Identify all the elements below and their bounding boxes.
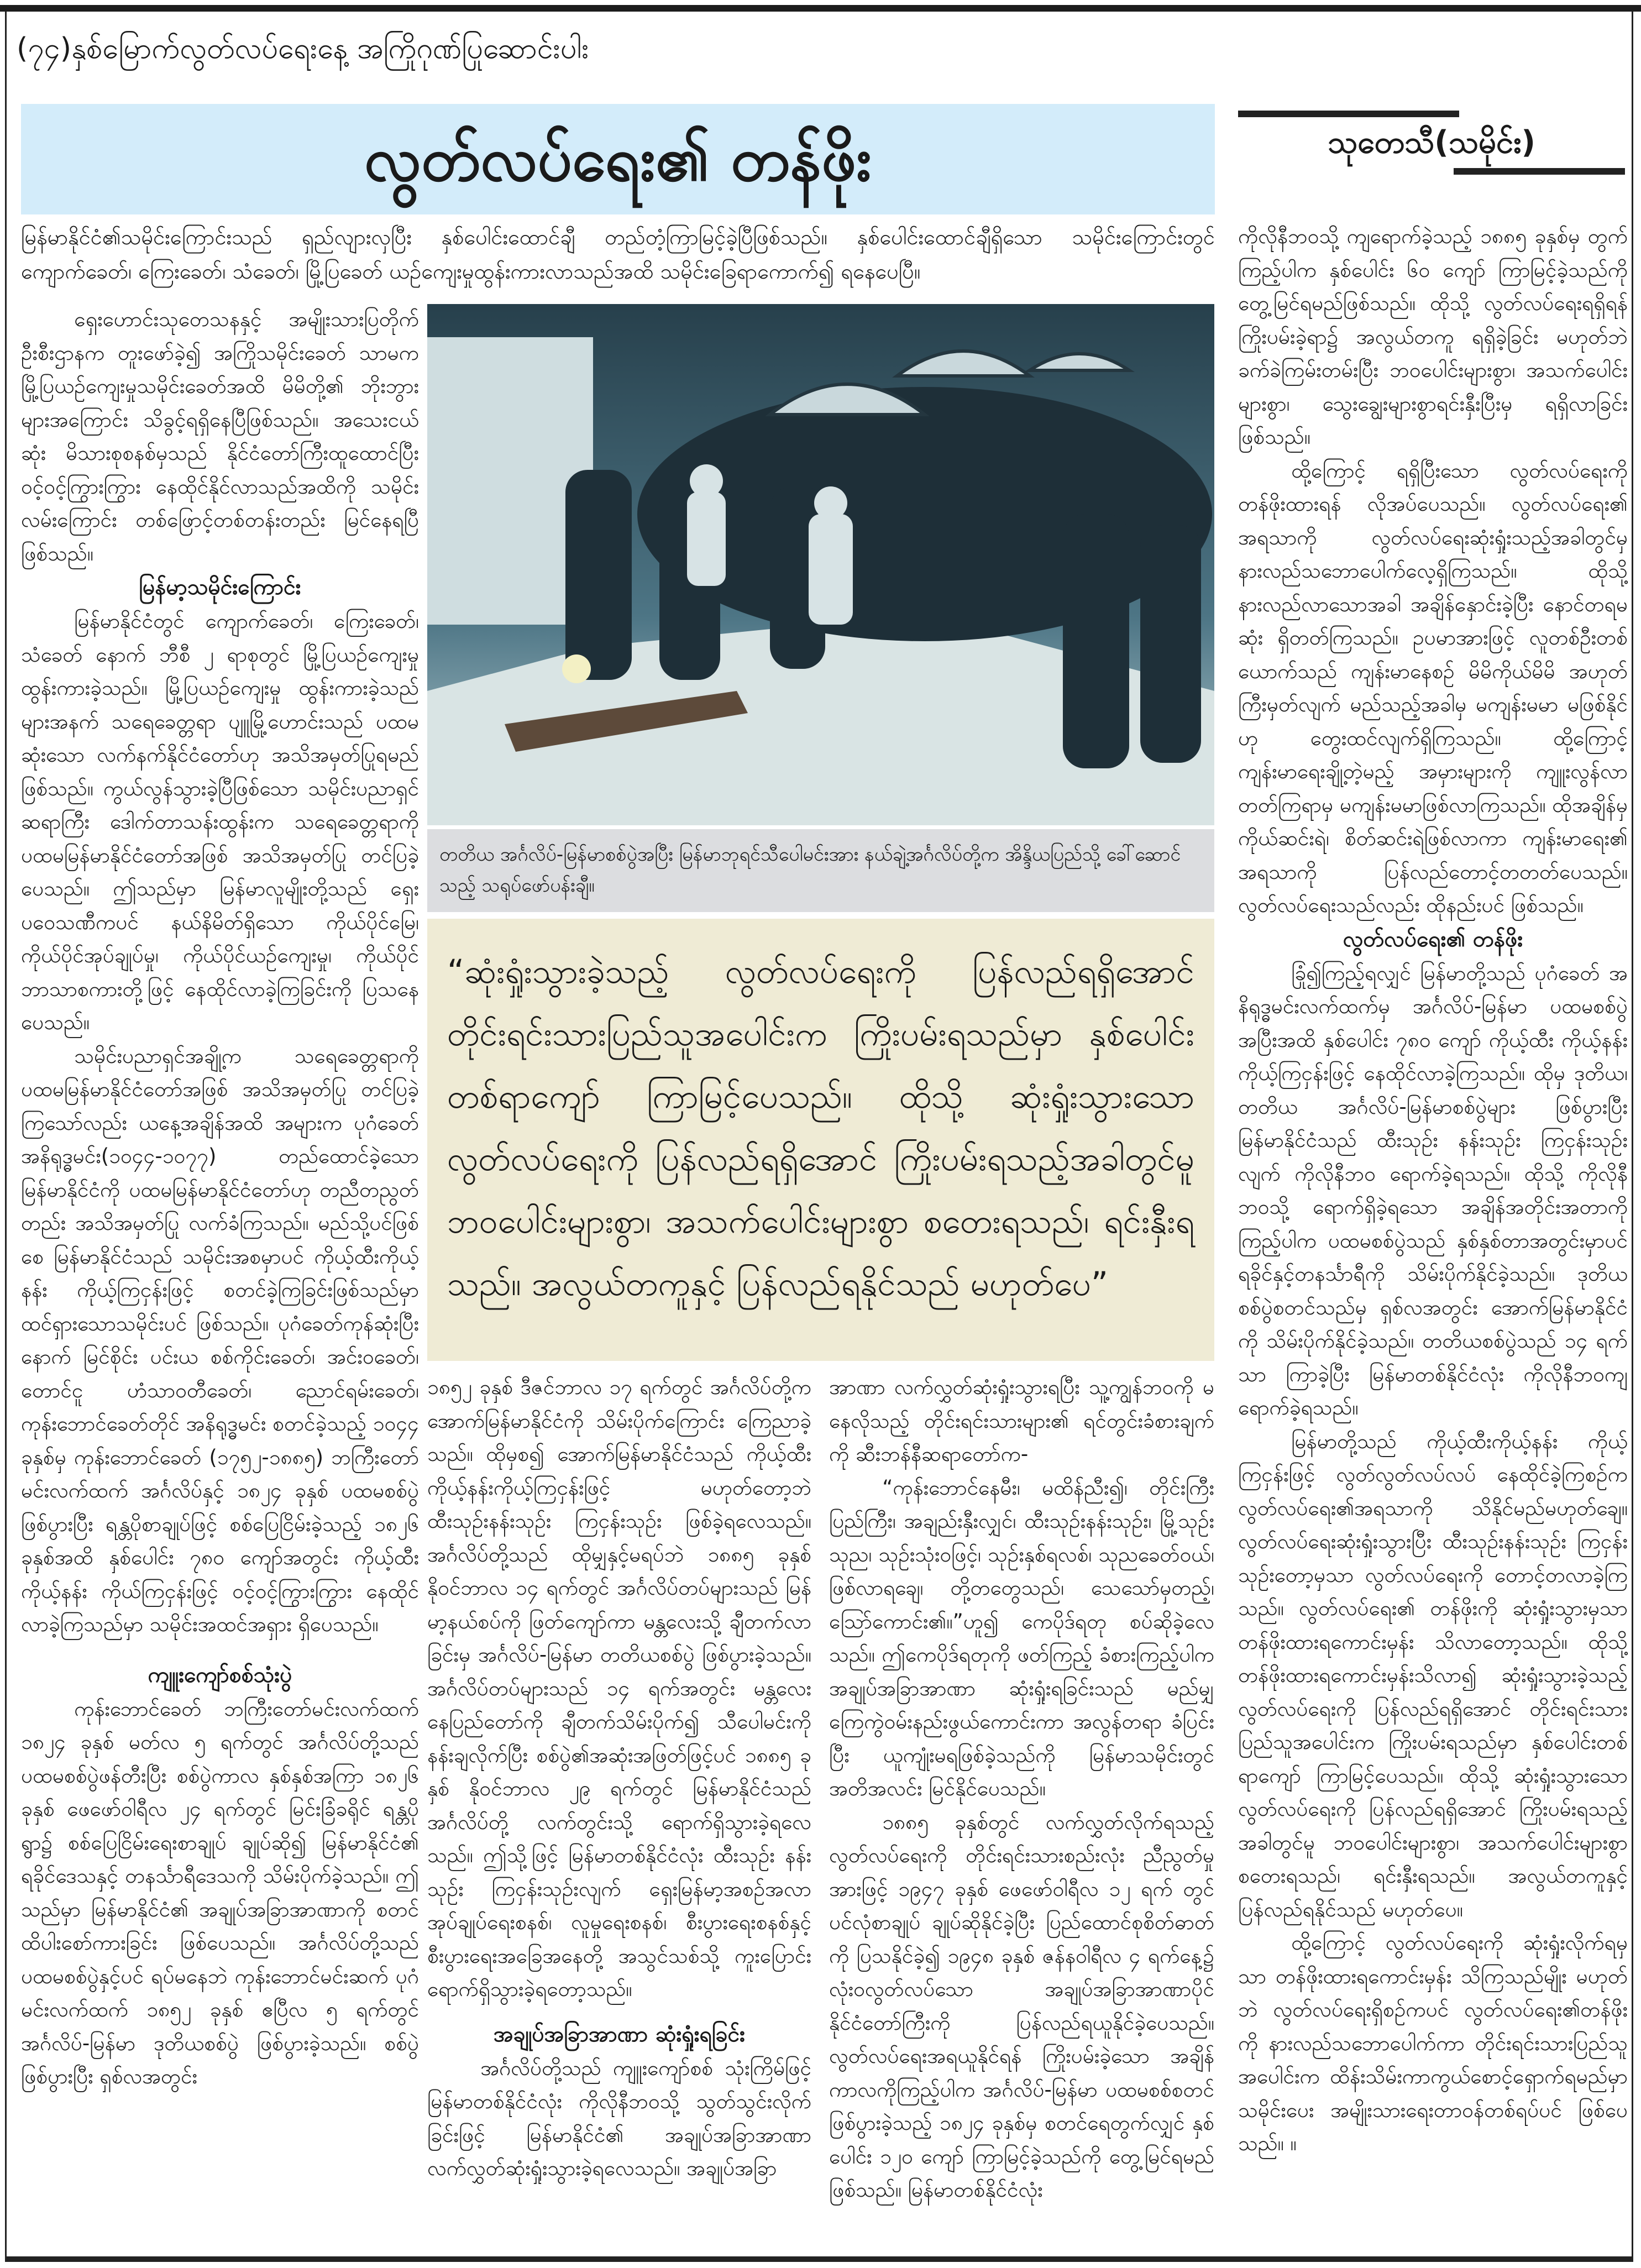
article-intro: မြန်မာနိုင်ငံ၏သမိုင်းကြောင်းသည် ရှည်လျားလှပြီး နှစ်ပေါင်းထောင်ချီ တည်တံ့ကြာမြင့်ခဲ့ပြီဖြစ်သည်။ နှစ်ပေါင်းထောင်ချီရှိသော သမိုင်းကြောင်းတွင် ကျောက်ခေတ်၊ ကြေးခေတ်၊ သံခေတ်၊ မြို့ပြခေတ် ယဉ်ကျေးမှုထွန်းကားလာသည်အထိ သမိုင်းခြေရာကောက်၍ ရနေပေပြီ။: [21, 225, 1215, 284]
author-byline: [1238, 111, 1625, 171]
paragraph: ရှေးဟောင်းသုတေသနနှင့် အမျိုးသားပြတိုက် ဦးစီးဌာနက တူးဖော်ခဲ့၍ အကြိုသမိုင်းခေတ် သာမက မြို့ပြယဉ်ကျေးမှုသမိုင်းခေတ်အထိ မိမိတို့၏ ဘိုးဘွားများအကြောင်း သိခွင့်ရရှိနေပြီဖြစ်သည်။ အသေးငယ်ဆုံး မိသားစုစနစ်မှသည် နိုင်ငံတော်ကြီးထူထောင်ပြီး ဝင့်ဝင့်ကြွားကြွား နေထိုင်နိုင်လာသည်အထိကို သမိုင်းလမ်းကြောင်း တစ်ဖြောင့်တစ်တန်းတည်း မြင်နေရပြီဖြစ်သည်။: [21, 307, 419, 565]
pull-quote: “ဆုံးရှုံးသွားခဲ့သည့် လွတ်လပ်ရေးကို ပြန်လည်ရရှိအောင် တိုင်းရင်းသားပြည်သူအပေါင်းက ကြိုးပမ်းရသည်မှာ နှစ်ပေါင်းတစ်ရာကျော် ကြာမြင့်ပေသည်။ ထိုသို့ ဆုံးရှုံးသွားသော လွတ်လပ်ရေးကို ပြန်လည်ရရှိအောင် ကြိုးပမ်းရသည့်အခါတွင်မူ ဘဝပေါင်းများစွာ၊ အသက်ပေါင်းများစွာ စတေးရသည်၊ ရင်းနှီးရသည်။ အလွယ်တကူနှင့် ပြန်လည်ရနိုင်သည် မဟုတ်ပေ”: [427, 919, 1214, 1361]
article-kicker: (၇၄)နှစ်မြောက်လွတ်လပ်ရေးနေ့ အကြိုဂုဏ်ပြုဆောင်းပါး: [17, 32, 589, 65]
historical-illustration: [427, 304, 1214, 825]
illustration-image: [427, 304, 1214, 825]
paragraph: မြန်မာတို့သည် ကိုယ့်ထီးကိုယ့်နန်း ကိုယ့်ကြငှန်းဖြင့် လွတ်လွတ်လပ်လပ် နေထိုင်ခဲ့ကြစဉ်က လွတ်လပ်ရေး၏အရသာကို သိနိုင်မည်မဟုတ်ချေ။ လွတ်လပ်ရေးဆုံးရှုံးသွားပြီး ထီးသုဉ်းနန်းသုဉ်း ကြငှန်းသုဉ်းတော့မှသာ လွတ်လပ်ရေးကို တောင့်တလာခဲ့ကြသည်။ လွတ်လပ်ရေး၏ တန်ဖိုးကို ဆုံးရှုံးသွားမှသာ တန်ဖိုးထားရကောင်းမှန်း သိလာတော့သည်။ ထိုသို့ တန်ဖိုးထားရကောင်းမှန်းသိလာ၍ ဆုံးရှုံးသွားခဲ့သည့် လွတ်လပ်ရေးကို ပြန်လည်ရရှိအောင် တိုင်းရင်းသားပြည်သူအပေါင်းက ကြိုးပမ်းရသည်မှာ နှစ်ပေါင်းတစ်ရာကျော် ကြာမြင့်ပေသည်။ ထိုသို့ ဆုံးရှုံးသွားသော လွတ်လပ်ရေးကို ပြန်လည်ရရှိအောင် ကြိုးပမ်းရသည့်အခါတွင်မူ ဘဝပေါင်းများစွာ၊ အသက်ပေါင်းများစွာ စတေးရသည်၊ ရင်းနှီးရသည်။ အလွယ်တကူနှင့် ပြန်လည်ရနိုင်သည် မဟုတ်ပေ။: [1238, 1429, 1628, 1921]
byline-rule-top: [1238, 111, 1459, 117]
paragraph: ထို့ကြောင့် လွတ်လပ်ရေးကို ဆုံးရှုံးလိုက်ရမှသာ တန်ဖိုးထားရကောင်းမှန်း သိကြသည်မျိုး မဟုတ်ဘဲ လွတ်လပ်ရေးရှိစဉ်ကပင် လွတ်လပ်ရေး၏တန်ဖိုးကို နားလည်သဘောပေါက်ကာ တိုင်းရင်းသားပြည်သူအပေါင်းက ထိန်းသိမ်းကာကွယ်စောင့်ရှောက်ရမည်မှာ သမိုင်းပေး အမျိုးသားရေးတာဝန်တစ်ရပ်ပင် ဖြစ်ပေသည်။ ။: [1238, 1931, 1628, 2155]
headline: လွတ်လပ်ရေး၏ တန်ဖိုး: [364, 124, 872, 195]
paragraph: ခြုံ၍ကြည့်ရလျှင် မြန်မာတို့သည် ပုဂံခေတ် အနိရုဒ္ဓမင်းလက်ထက်မှ အင်္ဂလိပ်-မြန်မာ ပထမစစ်ပွဲအပြီးအထိ နှစ်ပေါင်း ၇၈၀ ကျော် ကိုယ့်ထီး ကိုယ့်နန်း ကိုယ့်ကြငှန်းဖြင့် နေထိုင်လာခဲ့ကြသည်။ ထိုမှ ဒုတိယ၊ တတိယ အင်္ဂလိပ်-မြန်မာစစ်ပွဲများ ဖြစ်ပွားပြီး မြန်မာနိုင်ငံသည် ထီးသုဉ်း နန်းသုဉ်း ကြငှန်းသုဉ်းလျက် ကိုလိုနီဘဝ ရောက်ခဲ့ရသည်။ ထိုသို့ ကိုလိုနီဘဝသို့ ရောက်ရှိခဲ့ရသော အချိန်အတိုင်းအတာကို ကြည့်ပါက ပထမစစ်ပွဲသည် နှစ်နှစ်တာအတွင်းမှာပင် ရခိုင်နှင့်တနင်္သာရီကို သိမ်းပိုက်နိုင်ခဲ့သည်။ ဒုတိယစစ်ပွဲစတင်သည်မှ ရှစ်လအတွင်း အောက်မြန်မာနိုင်ငံကို သိမ်းပိုက်နိုင်ခဲ့သည်။ တတိယစစ်ပွဲသည် ၁၄ ရက်သာ ကြာခဲ့ပြီး မြန်မာတစ်နိုင်ငံလုံး ကိုလိုနီဘဝကျရောက်ခဲ့ရသည်။: [1238, 961, 1628, 1420]
paragraph: အာဏာ လက်လွှတ်ဆုံးရှုံးသွားရပြီး သူ့ကျွန်ဘဝကို မနေလိုသည့် တိုင်းရင်းသားများ၏ ရင်တွင်းခံစားချက်ကို ဆီးဘန်နီဆရာတော်က-: [829, 1375, 1214, 1466]
poem-paragraph: “ကုန်းဘောင်နေမီး၊ မထိန်ညီး၍၊ တိုင်းကြီးပြည်ကြီး၊ အချည်းနှီးလျှင်၊ ထီးသုဉ်းနန်းသုဉ်း၊ မြို့သုဉ်းသုည၊ သုဉ်းသုံးဝဖြင့်၊ သုဉ်းနှစ်ရလစ်၊ သုညခေတ်ဝယ်၊ ဖြစ်လာရချေ၊ တို့တတွေသည်၊ သေသော်မှတည့်၊ ဩော်ကောင်း၏။”ဟူ၍ ကေပိုဒ်ရတု စပ်ဆိုခဲ့လေသည်။ ဤကေပိုဒ်ရတုကို ဖတ်ကြည့် ခံစားကြည့်ပါက အချုပ်အခြာအာဏာ ဆုံးရှုံးရခြင်းသည် မည်မျှကြေကွဲဝမ်းနည်းဖွယ်ကောင်းကာ အလွန်တရာ ခံပြင်းပြီး ယူကျုံးမရဖြစ်ခဲ့သည်ကို မြန်မာသမိုင်းတွင် အတိအလင်း မြင်နိုင်ပေသည်။: [829, 1475, 1214, 1800]
subheading: ကျူးကျော်စစ်သုံးပွဲ: [148, 1662, 292, 1688]
column-right-middle: [829, 1371, 1214, 2255]
column-middle: [427, 1371, 811, 2255]
column-left: [21, 303, 419, 2254]
subheading: အချုပ်အခြာအာဏာ ဆုံးရှုံးရခြင်း: [493, 2021, 746, 2047]
paragraph: အင်္ဂလိပ်တို့သည် ကျူးကျော်စစ် သုံးကြိမ်ဖြင့် မြန်မာတစ်နိုင်ငံလုံး ကိုလိုနီဘဝသို့ သွတ်သွင်းလိုက်ခြင်းဖြင့် မြန်မာနိုင်ငံ၏ အချုပ်အခြာအာဏာ လက်လွှတ်ဆုံးရှုံးသွားခဲ့ရလေသည်။ အချုပ်အခြာ: [427, 2056, 811, 2180]
paragraph: ကိုလိုနီဘဝသို့ ကျရောက်ခဲ့သည့် ၁၈၈၅ ခုနှစ်မှ တွက်ကြည့်ပါက နှစ်ပေါင်း ၆၀ ကျော် ကြာမြင့်ခဲ့သည်ကို တွေ့မြင်ရမည်ဖြစ်သည်။ ထိုသို့ လွတ်လပ်ရေးရရှိရန် ကြိုးပမ်းခဲ့ရာ၌ အလွယ်တကူ ရရှိခဲ့ခြင်း မဟုတ်ဘဲ ခက်ခဲကြမ်းတမ်းပြီး ဘဝပေါင်းများစွာ၊ အသက်ပေါင်းများစွာ၊ သွေးချွေးများစွာရင်းနှီးပြီးမှ ရရှိလာခြင်းဖြစ်သည်။: [1238, 224, 1628, 449]
lantern: [562, 654, 591, 683]
paragraph: ကုန်းဘောင်ခေတ် ဘကြီးတော်မင်းလက်ထက် ၁၈၂၄ ခုနှစ် မတ်လ ၅ ရက်တွင် အင်္ဂလိပ်တို့သည် ပထမစစ်ပွဲဖန်တီးပြီး စစ်ပွဲကာလ နှစ်နှစ်အကြာ ၁၈၂၆ ခုနှစ် ဖေဖော်ဝါရီလ ၂၄ ရက်တွင် မြင်းခြံခရိုင် ရန္တပိုရွာ၌ စစ်ပြေငြိမ်းရေးစာချုပ် ချုပ်ဆို၍ မြန်မာနိုင်ငံ၏ ရခိုင်ဒေသနှင့် တနင်္သာရီဒေသကို သိမ်းပိုက်ခဲ့သည်။ ဤသည်မှာ မြန်မာနိုင်ငံ၏ အချုပ်အခြာအာဏာကို စတင်ထိပါးစော်ကားခြင်း ဖြစ်ပေသည်။ အင်္ဂလိပ်တို့သည် ပထမစစ်ပွဲနှင့်ပင် ရပ်မနေဘဲ ကုန်းဘောင်မင်းဆက် ပုဂံမင်းလက်ထက် ၁၈၅၂ ခုနှစ် ဧပြီလ ၅ ရက်တွင် အင်္ဂလိပ်-မြန်မာ ဒုတိယစစ်ပွဲ ဖြစ်ပွားခဲ့သည်။ စစ်ပွဲဖြစ်ပွားပြီး ရှစ်လအတွင်း: [21, 1696, 419, 2088]
subheading: လွတ်လပ်ရေး၏ တန်ဖိုး: [1343, 926, 1523, 952]
subheading: မြန်မာ့သမိုင်းကြောင်း: [139, 575, 301, 600]
paragraph: သမိုင်းပညာရှင်အချို့က သရေခေတ္တရာကို ပထမမြန်မာနိုင်ငံတော်အဖြစ် အသိအမှတ်ပြု တင်ပြခဲ့ကြသော်လည်း ယနေ့အချိန်အထိ အများက ပုဂံခေတ် အနိရုဒ္ဓမင်း(၁၀၄၄-၁၀၇၇) တည်ထောင်ခဲ့သော မြန်မာနိုင်ငံကို ပထမမြန်မာနိုင်ငံတော်ဟု တညီတညွတ်တည်း အသိအမှတ်ပြု လက်ခံကြသည်။ မည်သို့ပင်ဖြစ်စေ မြန်မာနိုင်ငံသည် သမိုင်းအစမှာပင် ကိုယ့်ထီးကိုယ့်နန်း ကိုယ့်ကြငှန်းဖြင့် စတင်ခဲ့ကြခြင်းဖြစ်သည်မှာ ထင်ရှားသောသမိုင်းပင် ဖြစ်သည်။ ပုဂံခေတ်ကုန်ဆုံးပြီးနောက် မြင်စိုင်း ပင်းယ စစ်ကိုင်းခေတ်၊ အင်းဝခေတ်၊ တောင်ငူ ဟံသာဝတီခေတ်၊ ညောင်ရမ်းခေတ်၊ ကုန်းဘောင်ခေတ်တိုင် အနိရုဒ္ဓမင်း စတင်ခဲ့သည့် ၁၀၄၄ ခုနှစ်မှ ကုန်းဘောင်ခေတ် (၁၇၅၂-၁၈၈၅) ဘကြီးတော်မင်းလက်ထက် အင်္ဂလိပ်နှင့် ၁၈၂၄ ခုနှစ် ပထမစစ်ပွဲဖြစ်ပွားပြီး ရန္တပိုစာချုပ်ဖြင့် စစ်ပြေငြိမ်းခဲ့သည့် ၁၈၂၆ ခုနှစ်အထိ နှစ်ပေါင်း ၇၈၀ ကျော်အတွင်း ကိုယ့်ထီးကိုယ့်နန်း ကိုယ်ကြငှန်းဖြင့် ဝင့်ဝင့်ကြွားကြွား နေထိုင်လာခဲ့ကြသည်မှာ သမိုင်းအထင်အရှား ရှိပေသည်။: [21, 1044, 419, 1636]
byline-rule-bottom: [1454, 168, 1625, 175]
column-right: [1238, 220, 1628, 2254]
paragraph: မြန်မာနိုင်ငံတွင် ကျောက်ခေတ်၊ ကြေးခေတ်၊ သံခေတ် နောက် ဘီစီ ၂ ရာစုတွင် မြို့ပြယဉ်ကျေးမှု ထွန်းကားခဲ့သည်။ မြို့ပြယဉ်ကျေးမှု ထွန်းကားခဲ့သည်များအနက် သရေခေတ္တရာ ပျူမြို့ဟောင်းသည် ပထမဆုံးသော လက်နက်နိုင်ငံတော်ဟု အသိအမှတ်ပြုရမည်ဖြစ်သည်။ ကွယ်လွန်သွားခဲ့ပြီဖြစ်သော သမိုင်းပညာရှင် ဆရာကြီး ဒေါက်တာသန်းထွန်းက သရေခေတ္တရာကို ပထမမြန်မာနိုင်ငံတော်အဖြစ် အသိအမှတ်ပြု တင်ပြခဲ့ပေသည်။ ဤသည်မှာ မြန်မာလူမျိုးတို့သည် ရှေးပဝေသဏီကပင် နယ်နိမိတ်ရှိသော ကိုယ်ပိုင်မြေ၊ ကိုယ်ပိုင်အုပ်ချုပ်မှု၊ ကိုယ်ပိုင်ယဉ်ကျေးမှု၊ ကိုယ်ပိုင်ဘာသာစကားတို့ဖြင့် နေထိုင်လာခဲ့ကြခြင်းကို ပြသနေပေသည်။: [21, 609, 419, 1034]
paragraph: ၁၈၅၂ ခုနှစ် ဒီဇင်ဘာလ ၁၇ ရက်တွင် အင်္ဂလိပ်တို့က အောက်မြန်မာနိုင်ငံကို သိမ်းပိုက်ကြောင်း ကြေညာခဲ့သည်။ ထိုမှစ၍ အောက်မြန်မာနိုင်ငံသည် ကိုယ့်ထီးကိုယ့်နန်းကိုယ့်ကြငှန်းဖြင့် မဟုတ်တော့ဘဲ ထီးသုဉ်းနန်းသုဉ်း ကြငှန်းသုဉ်း ဖြစ်ခဲ့ရလေသည်။ အင်္ဂလိပ်တို့သည် ထိုမျှနှင့်မရပ်ဘဲ ၁၈၈၅ ခုနှစ် နိုဝင်ဘာလ ၁၄ ရက်တွင် အင်္ဂလိပ်တပ်များသည် မြန်မာ့နယ်စပ်ကို ဖြတ်ကျော်ကာ မန္တလေးသို့ ချီတက်လာခြင်းမှ အင်္ဂလိပ်-မြန်မာ တတိယစစ်ပွဲ ဖြစ်ပွားခဲ့သည်။ အင်္ဂလိပ်တပ်များသည် ၁၄ ရက်အတွင်း မန္တလေး နေပြည်တော်ကို ချီတက်သိမ်းပိုက်၍ သီပေါမင်းကို နန်းချလိုက်ပြီး စစ်ပွဲ၏အဆုံးအဖြတ်ဖြင့်ပင် ၁၈၈၅ ခုနှစ် နိုဝင်ဘာလ ၂၉ ရက်တွင် မြန်မာနိုင်ငံသည် အင်္ဂလိပ်တို့ လက်တွင်းသို့ ရောက်ရှိသွားခဲ့ရလေသည်။ ဤသို့ဖြင့် မြန်မာတစ်နိုင်ငံလုံး ထီးသုဉ်း နန်းသုဉ်း ကြငှန်းသုဉ်းလျက် ရှေးမြန်မာ့အစဉ်အလာ အုပ်ချုပ်ရေးစနစ်၊ လူမှုရေးစနစ်၊ စီးပွားရေးစနစ်နှင့် စီးပွားရေးအခြေအနေတို့ အသွင်သစ်သို့ ကူးပြောင်းရောက်ရှိသွားခဲ့ရတော့သည်။: [427, 1375, 811, 2001]
headline-banner: [21, 104, 1215, 214]
paragraph: ထို့ကြောင့် ရရှိပြီးသော လွတ်လပ်ရေးကို တန်ဖိုးထားရန် လိုအပ်ပေသည်။ လွတ်လပ်ရေး၏ အရသာကို လွတ်လပ်ရေးဆုံးရှုံးသည့်အခါတွင်မှ နားလည်သဘောပေါက်လေ့ရှိကြသည်။ ထိုသို့ နားလည်လာသောအခါ အချိန်နှောင်းခဲ့ပြီး နောင်တရမဆုံး ရှိတတ်ကြသည်။ ဥပမာအားဖြင့် လူတစ်ဦးတစ်ယောက်သည် ကျန်းမာနေစဉ် မိမိကိုယ်မိမိ အဟုတ်ကြီးမှတ်လျက် မည်သည့်အခါမှ မကျန်းမမာ မဖြစ်နိုင်ဟု တွေးထင်လျက်ရှိကြသည်။ ထို့ကြောင့် ကျန်းမာရေးချို့တဲ့မည့် အမှားများကို ကျူးလွန်လာတတ်ကြရာမှ မကျန်းမမာဖြစ်လာကြသည်။ ထိုအချိန်မှ ကိုယ်ဆင်းရဲ၊ စိတ်ဆင်းရဲဖြစ်လာကာ ကျန်းမာရေး၏ အရသာကို ပြန်လည်တောင့်တတတ်ပေသည်။ လွတ်လပ်ရေးသည်လည်း ထိုနည်းပင် ဖြစ်သည်။: [1238, 458, 1628, 917]
illustration-caption: တတိယ အင်္ဂလိပ်-မြန်မာစစ်ပွဲအပြီး မြန်မာဘုရင်သီပေါမင်းအား နယ်ချဲ့အင်္ဂလိပ်တို့က အိန္ဒိယပြည်သို့ ခေါ်ဆောင်သည့် သရုပ်ဖော်ပန်းချီ။: [427, 829, 1214, 912]
paragraph: ၁၈၈၅ ခုနှစ်တွင် လက်လွှတ်လိုက်ရသည့် လွတ်လပ်ရေးကို တိုင်းရင်းသားစည်းလုံး ညီညွတ်မှုအားဖြင့် ၁၉၄၇ ခုနှစ် ဖေဖော်ဝါရီလ ၁၂ ရက် တွင် ပင်လုံစာချုပ် ချုပ်ဆိုနိုင်ခဲ့ပြီး ပြည်ထောင်စုစိတ်ဓာတ်ကို ပြသနိုင်ခဲ့၍ ၁၉၄၈ ခုနှစ် ဇန်နဝါရီလ ၄ ရက်နေ့၌ လုံးဝလွတ်လပ်သော အချုပ်အခြာအာဏာပိုင် နိုင်ငံတော်ကြီးကို ပြန်လည်ရယူနိုင်ခဲ့ပေသည်။ လွတ်လပ်ရေးအရယူနိုင်ရန် ကြိုးပမ်းခဲ့သော အချိန်ကာလကိုကြည့်ပါက အင်္ဂလိပ်-မြန်မာ ပထမစစ်စတင်ဖြစ်ပွားခဲ့သည့် ၁၈၂၄ ခုနှစ်မှ စတင်ရေတွက်လျှင် နှစ်ပေါင်း ၁၂၀ ကျော် ကြာမြင့်ခဲ့သည်ကို တွေ့မြင်ရမည်ဖြစ်သည်။ မြန်မာတစ်နိုင်ငံလုံး: [829, 1810, 1214, 2202]
author-name: သုတေသီ(သမိုင်း): [1328, 124, 1535, 160]
